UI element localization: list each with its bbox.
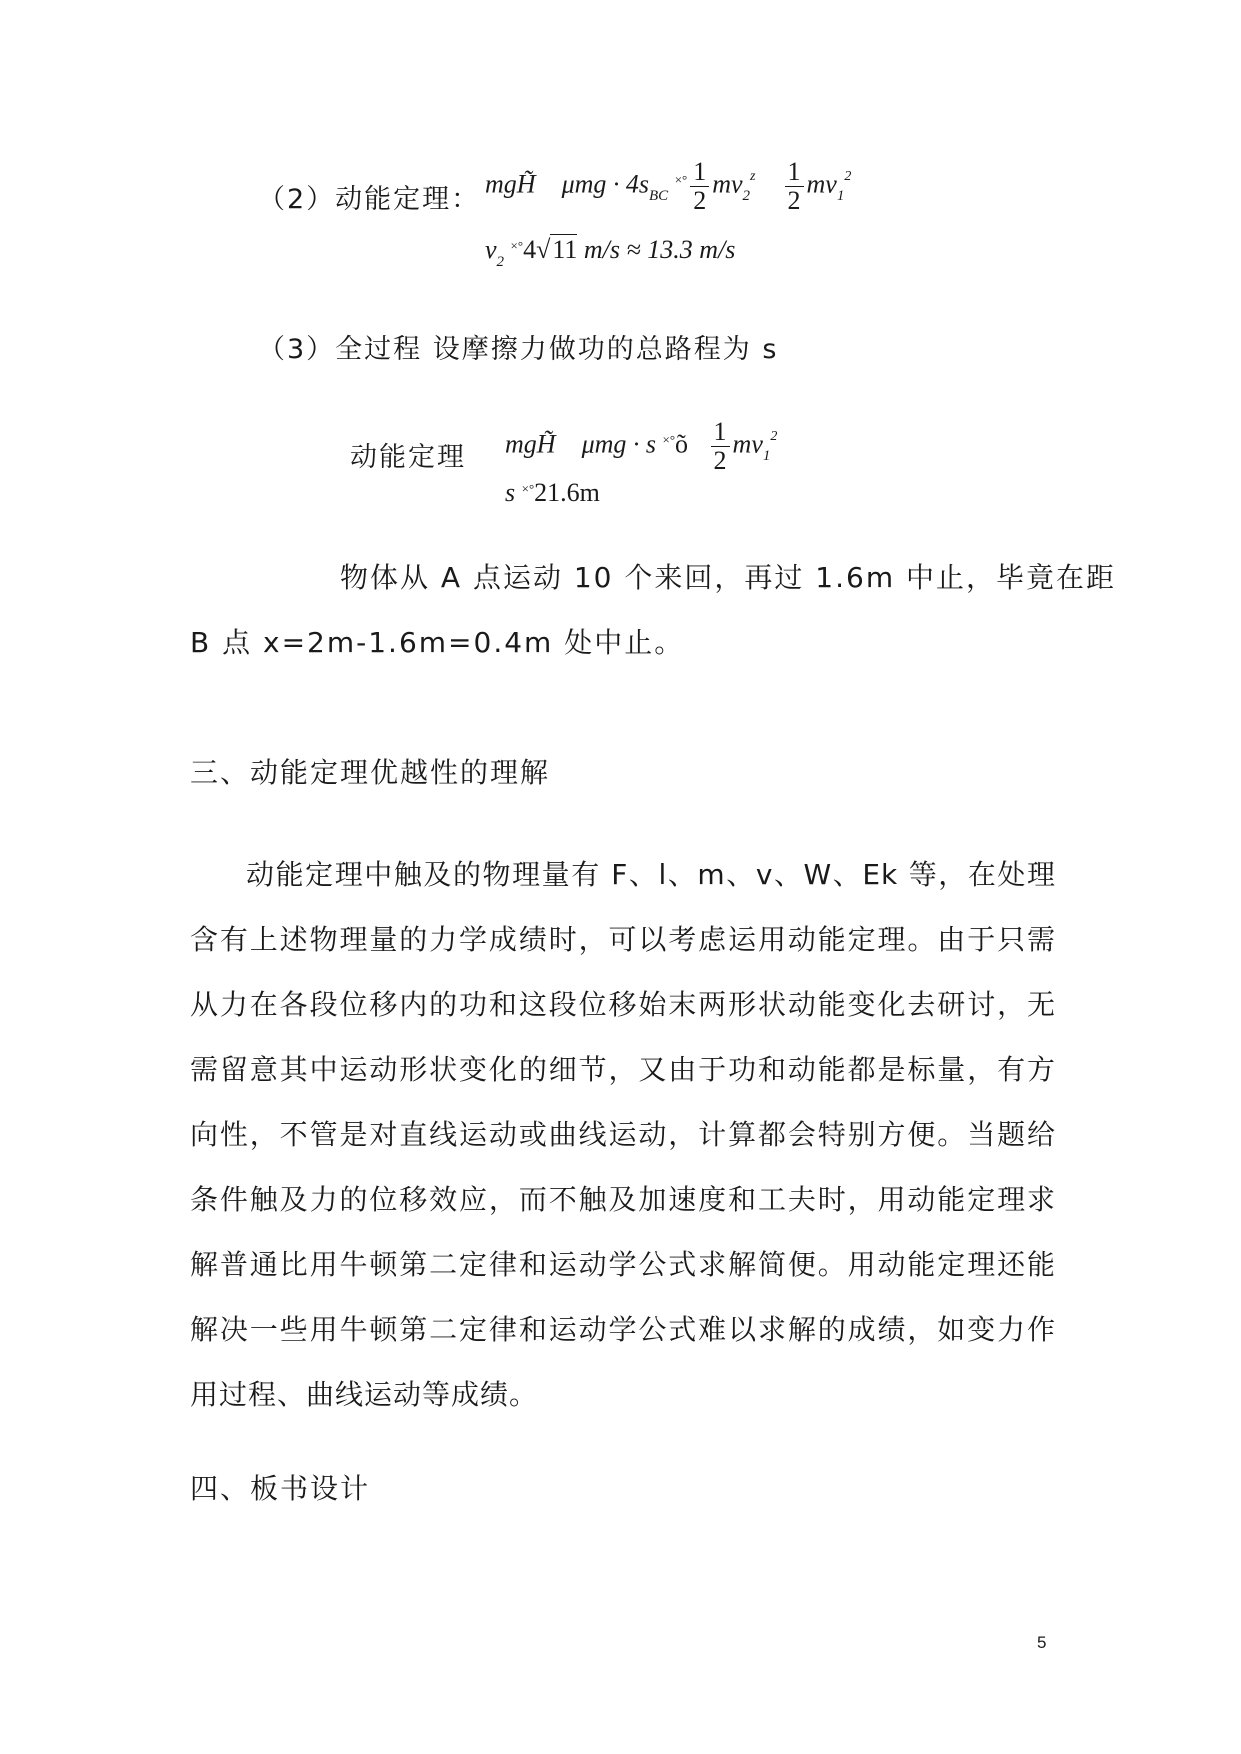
page-number: 5 (1037, 1633, 1047, 1652)
section3-theorem-label: 动能定理 (350, 442, 466, 473)
motion-paragraph-line-2: B 点 x=2m-1.6m=0.4m 处中止。 (190, 626, 685, 659)
section2-label: （2）动能定理： (258, 184, 481, 215)
eq-term: 21.6m (534, 478, 600, 507)
eq-radicand: 11 (552, 235, 578, 264)
eq-term: μmg · s (581, 429, 657, 459)
eq-subscript: 1 (836, 188, 845, 205)
eq-term: v (485, 235, 497, 264)
eq-glyph: ×° (662, 432, 676, 448)
eq-superscript: z (750, 169, 756, 185)
eq-superscript: 2 (844, 169, 852, 185)
eq-subscript: BC (649, 188, 669, 205)
motion-paragraph-line-1: 物体从 A 点运动 10 个来回，再过 1.6m 中止，毕竟在距 (340, 561, 1116, 594)
section3-equation-1 (505, 418, 777, 475)
heading-section-4: 四、板书设计 (190, 1472, 371, 1505)
eq-fraction: $\frac{1}{2}$ (711, 418, 730, 475)
eq-subscript: 2 (496, 254, 505, 270)
eq-term: õ (675, 429, 689, 459)
sqrt-icon: √ (536, 235, 551, 264)
eq-glyph: ×° (510, 238, 524, 253)
eq-glyph: ×° (521, 481, 535, 496)
eq-superscript: 2 (770, 429, 778, 445)
eq-glyph: ×° (674, 172, 688, 188)
eq-term: m/s ≈ 13.3 m/s (583, 235, 736, 264)
section3-equation-2 (505, 478, 600, 508)
eq-term: mv (712, 169, 743, 199)
eq-term: 4 (523, 235, 537, 264)
eq-fraction: $\frac{1}{2}$ (690, 158, 709, 215)
section2-equation-1 (485, 158, 851, 215)
eq-term: s (505, 478, 516, 507)
eq-term: mgH̃ (485, 169, 536, 199)
eq-fraction: $\frac{1}{2}$ (785, 158, 804, 215)
heading-section-3: 三、动能定理优越性的理解 (190, 756, 551, 789)
body-paragraph: 动能定理中触及的物理量有 F、l、m、v、W、Ek 等，在处理含有上述物理量的力学成绩时，可以考虑运用动能定理。由于只需从力在各段位移内的功和这段位移始末两形状动能变化去研讨，无需留意其中运动形状变化的细节，又由于功和动能都是标量，有方向性，不管是对直线运动或曲线运动，计算都会特别方便。当题给条件触及力的位移效应，而不触及加速度和工夫时，用动能定理求解普通比用牛顿第二定律和运动学公式求解简便。用动能定理还能解决一些用牛顿第二定律和运动学公式难以求解的成绩，如变力作用过程、曲线运动等成绩。 (190, 858, 1056, 1411)
section3-label: （3）全过程 设摩擦力做功的总路程为 s (258, 334, 779, 365)
eq-term: mgH̃ (505, 429, 556, 459)
eq-subscript: 1 (762, 448, 771, 465)
section2-equation-2 (485, 235, 736, 270)
eq-term: mv (732, 429, 763, 459)
eq-term: mv (806, 169, 837, 199)
eq-term: μmg · 4s (561, 169, 650, 199)
eq-subscript: 2 (742, 188, 751, 205)
